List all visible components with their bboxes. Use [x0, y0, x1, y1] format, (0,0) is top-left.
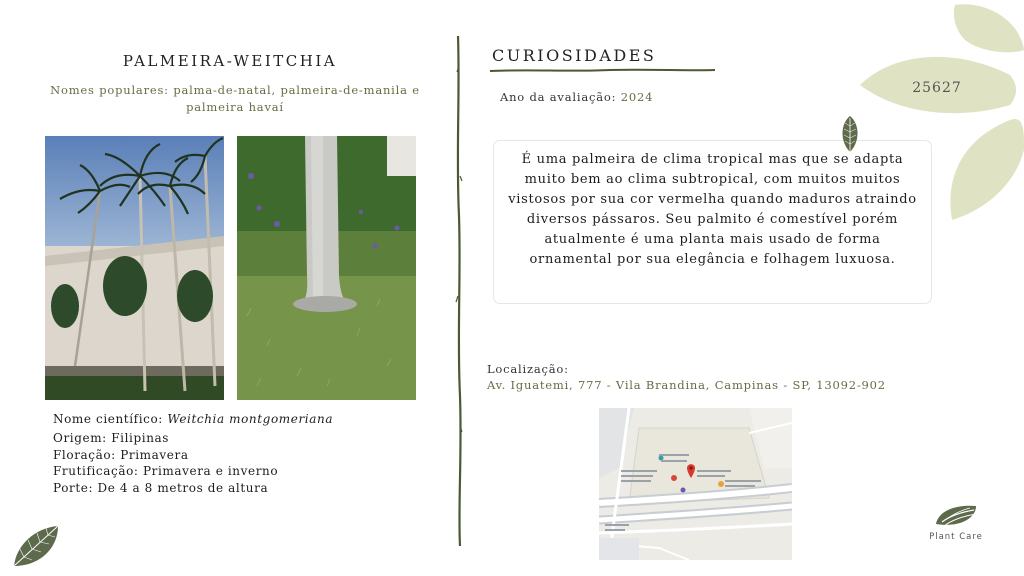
decorative-leaves-icon	[860, 0, 1024, 225]
curiosities-text: É uma palmeira de clima tropical mas que se adapta muito bem ao clima subtropical, com muitos muitos vistosos por sua cor vermelha quando maduros atraindo diversos pássaros. Seu palmito é comestível porém atualmente é uma planta mais usado de forma ornamental por sua elegância e folhagem luxuosa.	[493, 140, 932, 304]
year-label: Ano da avaliação:	[500, 90, 617, 104]
location-label: Localização:	[487, 362, 569, 376]
location-map[interactable]	[599, 408, 792, 560]
evaluation-year	[500, 90, 653, 104]
size: Porte: De 4 a 8 metros de altura	[53, 481, 269, 496]
flowering: Floração: Primavera	[53, 447, 189, 462]
origin: Origem: Filipinas	[53, 430, 170, 445]
scientific-name-row	[53, 411, 333, 428]
brand-logo	[920, 500, 992, 552]
photo-palm-trunk	[237, 136, 416, 400]
fruiting: Frutificação: Primavera e inverno	[53, 464, 279, 479]
plant-title: PALMEIRA-WEITCHIA	[122, 52, 338, 70]
leaf-icon	[10, 522, 62, 570]
popular-names: Nomes populares: palma-de-natal, palmeira-de-manila e palmeira havaí	[50, 83, 420, 114]
brand-tagline	[920, 542, 992, 547]
year-value: 2024	[620, 90, 654, 104]
plant-facts	[53, 411, 333, 497]
plant-care-logo-icon	[930, 500, 982, 530]
photo-palm-trees	[45, 136, 224, 400]
column-divider	[452, 36, 466, 546]
leaf-icon	[838, 114, 862, 156]
curiosities-title: CURIOSIDADES	[492, 46, 657, 65]
scientific-label: Nome científico:	[53, 412, 163, 426]
badge-id: 25627	[912, 80, 962, 96]
location-address: Av. Iguatemi, 777 - Vila Brandina, Campinas - SP, 13092-902	[487, 378, 886, 392]
brand-name: Plant Care	[929, 532, 983, 542]
scientific-name: Weitchia montgomeriana	[167, 412, 334, 426]
title-underline	[490, 66, 715, 74]
